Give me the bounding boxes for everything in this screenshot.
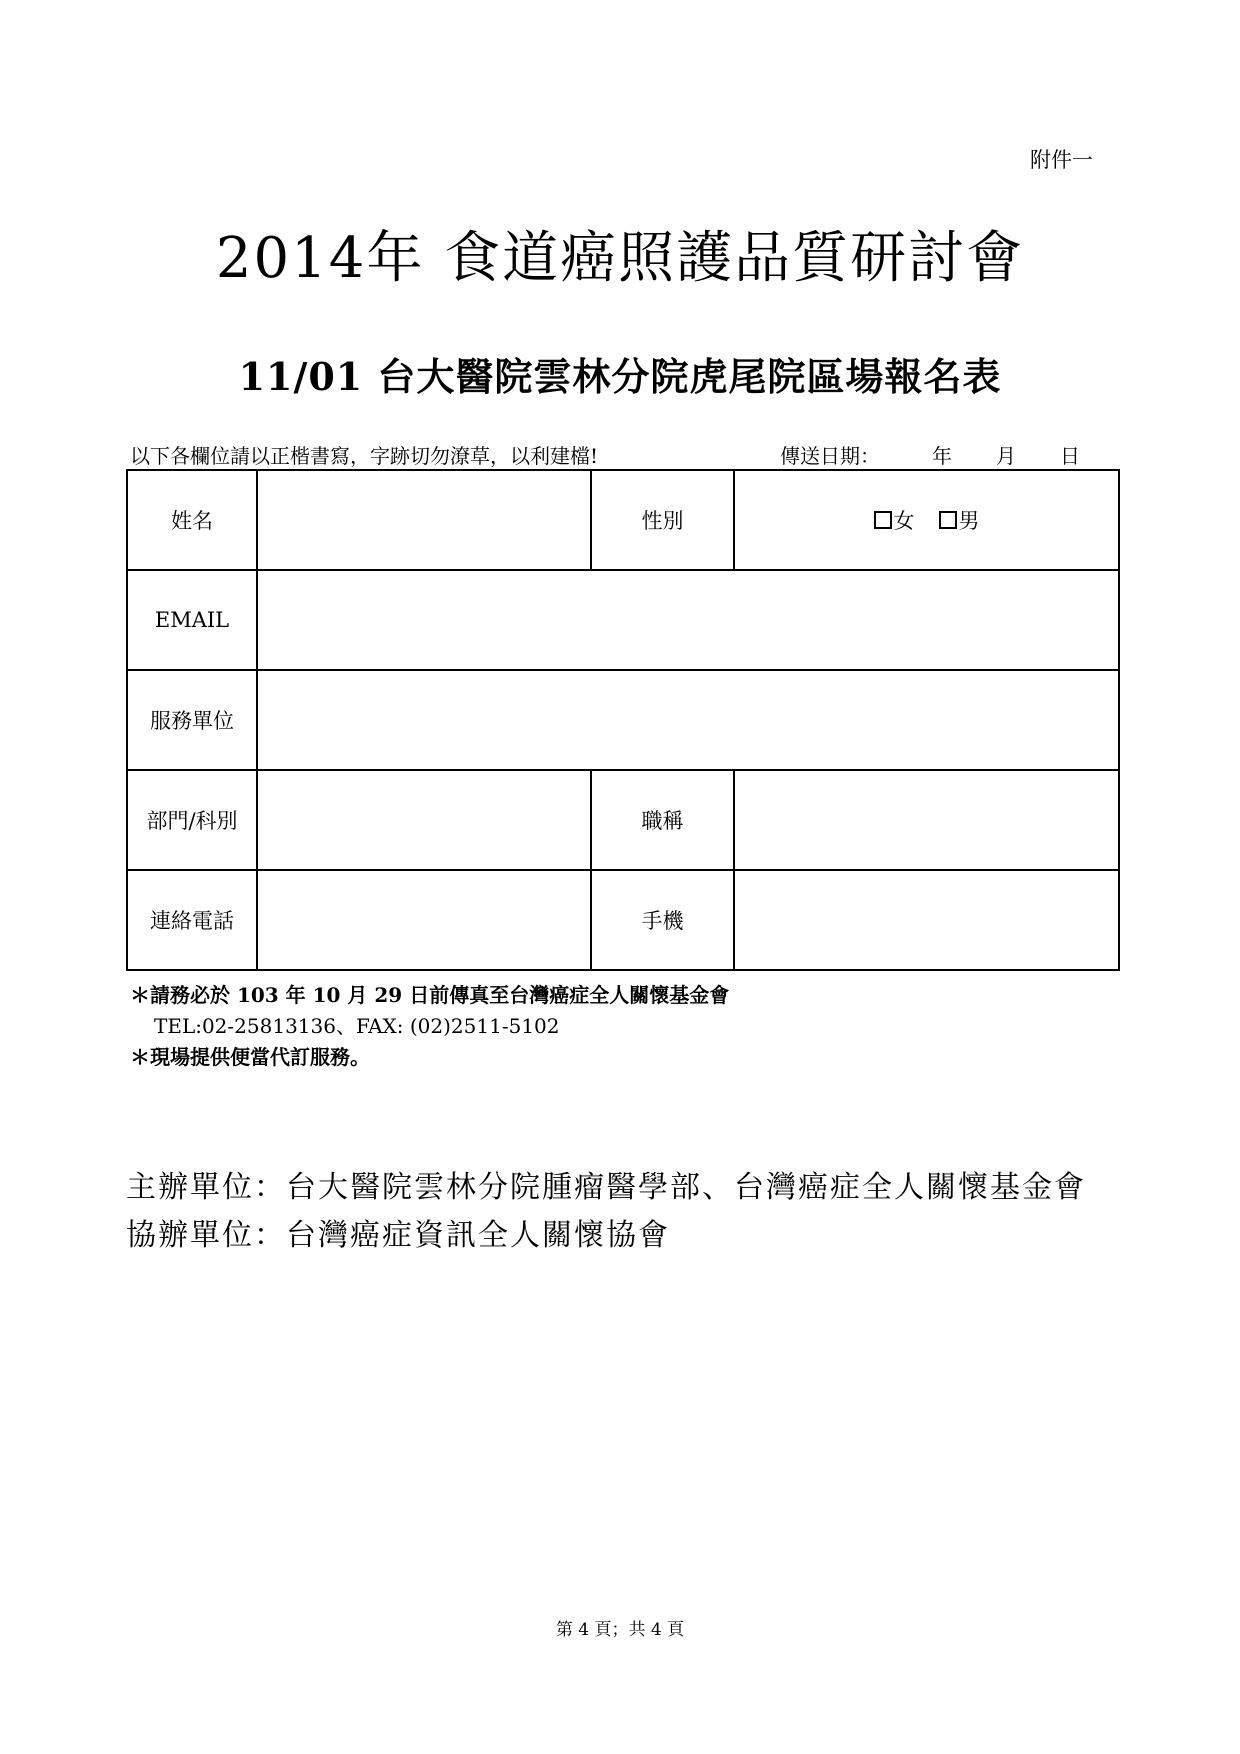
organizers (126, 1164, 1086, 1260)
page-footer: 第 4 頁；共 4 頁 (555, 1620, 685, 1640)
co-host-organizer: 協辦單位：台灣癌症資訊全人關懷協會 (126, 1218, 670, 1253)
checkbox-icon[interactable] (874, 511, 892, 529)
registration-form (126, 469, 1120, 971)
form-row-email (127, 570, 1119, 670)
gender-field (734, 470, 1119, 570)
form-row-phone (127, 870, 1119, 970)
attachment-label: 附件一 (1030, 148, 1093, 172)
instruction-text: 以下各欄位請以正楷書寫，字跡切勿潦草，以利建檔! (130, 444, 599, 468)
send-date-month: 月 (996, 444, 1016, 468)
form-row-dept (127, 770, 1119, 870)
send-date (780, 440, 1080, 469)
gender-label: 性別 (591, 470, 734, 570)
dept-label: 部門/科別 (127, 770, 257, 870)
send-date-day: 日 (1060, 444, 1080, 468)
phone-label: 連絡電話 (127, 870, 257, 970)
page-title: 2014年 食道癌照護品質研討會 (215, 226, 1025, 291)
job-title-label: 職稱 (591, 770, 734, 870)
email-label: EMAIL (127, 570, 257, 670)
dept-field[interactable] (257, 770, 591, 870)
note-deadline: ＊請務必於 103 年 10 月 29 日前傳真至台灣癌症全人關懷基金會 (130, 983, 730, 1007)
checkbox-icon[interactable] (939, 511, 957, 529)
form-row-unit (127, 670, 1119, 770)
gender-option-male[interactable] (939, 505, 980, 535)
job-title-field[interactable] (734, 770, 1119, 870)
send-date-label: 傳送日期： (780, 444, 880, 468)
note-lunch: ＊現場提供便當代訂服務。 (130, 1045, 370, 1069)
gender-option-label: 男 (958, 509, 980, 533)
unit-field[interactable] (257, 670, 1119, 770)
name-field[interactable] (257, 470, 591, 570)
name-label: 姓名 (127, 470, 257, 570)
host-organizer: 主辦單位：台大醫院雲林分院腫瘤醫學部、台灣癌症全人關懷基金會 (126, 1170, 1086, 1205)
gender-option-label: 女 (893, 509, 915, 533)
send-date-year: 年 (932, 444, 952, 468)
phone-field[interactable] (257, 870, 591, 970)
notes (130, 980, 729, 1073)
form-row-name (127, 470, 1119, 570)
unit-label: 服務單位 (127, 670, 257, 770)
note-contact: TEL:02-25813136、FAX: (02)2511-5102 (154, 1014, 560, 1038)
email-field[interactable] (257, 570, 1119, 670)
form-subtitle: 11/01 台大醫院雲林分院虎尾院區場報名表 (238, 354, 1002, 399)
mobile-field[interactable] (734, 870, 1119, 970)
gender-option-female[interactable] (874, 505, 915, 535)
mobile-label: 手機 (591, 870, 734, 970)
